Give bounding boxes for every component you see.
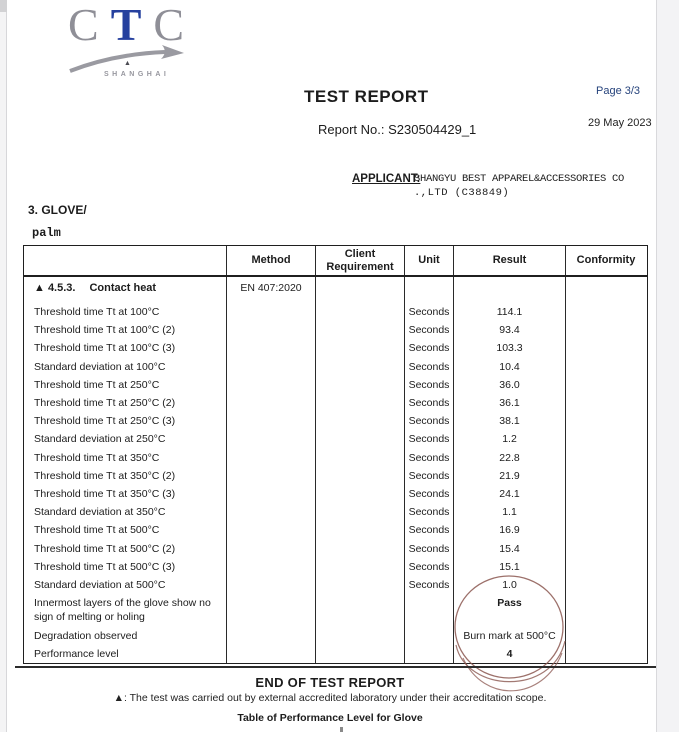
- table-row: [24, 412, 647, 430]
- row-unit: Seconds: [405, 412, 454, 430]
- row-label: Threshold time Tt at 350°C (2): [24, 467, 227, 485]
- scan-corner-mark: [0, 0, 7, 12]
- logo-city-label: SHANGHAI: [104, 71, 170, 78]
- row-result: 15.4: [454, 539, 566, 557]
- row-label: Threshold time Tt at 250°C (2): [24, 394, 227, 412]
- row-method: [227, 485, 316, 503]
- performance-table-caption: Table of Performance Level for Glove: [237, 712, 423, 724]
- row-client: [316, 503, 405, 521]
- row-result: 4: [454, 645, 566, 663]
- row-method: [227, 339, 316, 357]
- applicant-label: APPLICANT:: [352, 173, 421, 185]
- table-row: [24, 594, 647, 627]
- table-row: [24, 321, 647, 339]
- section-row-unit: [405, 277, 454, 303]
- table-row: [24, 394, 647, 412]
- row-method: [227, 503, 316, 521]
- row-result: Pass: [454, 594, 566, 627]
- table-row: [24, 485, 647, 503]
- row-conformity: [566, 594, 646, 627]
- row-result: 36.1: [454, 394, 566, 412]
- row-conformity: [566, 449, 646, 467]
- row-result: 21.9: [454, 467, 566, 485]
- row-client: [316, 449, 405, 467]
- row-unit: Seconds: [405, 521, 454, 539]
- table-row: [24, 576, 647, 594]
- row-conformity: [566, 339, 646, 357]
- row-unit: Seconds: [405, 376, 454, 394]
- table-row: [24, 449, 647, 467]
- row-conformity: [566, 645, 646, 663]
- row-conformity: [566, 358, 646, 376]
- row-unit: Seconds: [405, 321, 454, 339]
- row-label: Threshold time Tt at 100°C (3): [24, 339, 227, 357]
- row-client: [316, 594, 405, 627]
- row-label: Threshold time Tt at 250°C: [24, 376, 227, 394]
- row-result: 22.8: [454, 449, 566, 467]
- row-unit: Seconds: [405, 467, 454, 485]
- report-date: 29 May 2023: [588, 117, 652, 129]
- row-result: 16.9: [454, 521, 566, 539]
- row-client: [316, 412, 405, 430]
- row-client: [316, 539, 405, 557]
- table-row: [24, 539, 647, 557]
- row-client: [316, 521, 405, 539]
- table-row: [24, 645, 647, 663]
- header-item: [24, 246, 227, 275]
- row-client: [316, 430, 405, 448]
- row-result: 114.1: [454, 303, 566, 321]
- row-label: Threshold time Tt at 500°C (3): [24, 558, 227, 576]
- logo-triangle-icon: ▲: [124, 60, 131, 67]
- row-unit: [405, 627, 454, 645]
- footer-divider: [15, 666, 656, 668]
- row-result: 1.1: [454, 503, 566, 521]
- row-conformity: [566, 321, 646, 339]
- row-conformity: [566, 576, 646, 594]
- row-method: [227, 321, 316, 339]
- row-client: [316, 376, 405, 394]
- clause-title: Contact heat: [89, 282, 157, 294]
- row-unit: Seconds: [405, 339, 454, 357]
- row-client: [316, 339, 405, 357]
- section-row-result: [454, 277, 566, 303]
- row-unit: Seconds: [405, 358, 454, 376]
- row-method: [227, 576, 316, 594]
- row-conformity: [566, 539, 646, 557]
- logo-letter-c1: C: [68, 0, 111, 50]
- row-method: [227, 376, 316, 394]
- row-result: 38.1: [454, 412, 566, 430]
- row-method: [227, 449, 316, 467]
- page-title: TEST REPORT: [304, 87, 429, 106]
- row-label: Standard deviation at 350°C: [24, 503, 227, 521]
- row-method: [227, 558, 316, 576]
- row-unit: [405, 645, 454, 663]
- table-row: [24, 558, 647, 576]
- row-label: Standard deviation at 250°C: [24, 430, 227, 448]
- row-method: [227, 303, 316, 321]
- row-method: [227, 627, 316, 645]
- row-label: Threshold time Tt at 250°C (3): [24, 412, 227, 430]
- row-client: [316, 394, 405, 412]
- row-conformity: [566, 627, 646, 645]
- row-client: [316, 358, 405, 376]
- table-row: [24, 430, 647, 448]
- row-label: Innermost layers of the glove show no sign of melting or holing: [24, 594, 227, 627]
- row-unit: Seconds: [405, 394, 454, 412]
- row-result: 1.2: [454, 430, 566, 448]
- row-result: 93.4: [454, 321, 566, 339]
- row-label: Threshold time Tt at 100°C: [24, 303, 227, 321]
- row-result: 15.1: [454, 558, 566, 576]
- row-client: [316, 645, 405, 663]
- row-method: [227, 594, 316, 627]
- header-unit: Unit: [405, 246, 454, 275]
- row-label: Performance level: [24, 645, 227, 663]
- row-client: [316, 576, 405, 594]
- table-row: [24, 339, 647, 357]
- section-row-client: [316, 277, 405, 303]
- row-label: Standard deviation at 500°C: [24, 576, 227, 594]
- table-row: [24, 521, 647, 539]
- accreditation-footnote: ▲: The test was carried out by external accredited laboratory under their accreditation scope.: [113, 692, 547, 704]
- row-label: Threshold time Tt at 350°C: [24, 449, 227, 467]
- row-conformity: [566, 394, 646, 412]
- logo-letter-c2: C: [153, 0, 197, 50]
- row-conformity: [566, 303, 646, 321]
- table-row: [24, 376, 647, 394]
- applicant-name-line2: .,LTD (C38849): [414, 187, 510, 199]
- row-conformity: [566, 485, 646, 503]
- row-result: 1.0: [454, 576, 566, 594]
- table-header-row: [24, 246, 647, 277]
- row-method: [227, 521, 316, 539]
- cut-off-glyph: [340, 727, 343, 732]
- row-unit: Seconds: [405, 449, 454, 467]
- header-result: Result: [454, 246, 566, 275]
- row-unit: Seconds: [405, 576, 454, 594]
- row-client: [316, 485, 405, 503]
- row-client: [316, 303, 405, 321]
- row-unit: Seconds: [405, 539, 454, 557]
- row-method: [227, 539, 316, 557]
- table-row: [24, 627, 647, 645]
- header-method: Method: [227, 246, 316, 275]
- row-conformity: [566, 521, 646, 539]
- header-client-requirement: Client Requirement: [316, 246, 405, 275]
- section-row-conformity: [566, 277, 646, 303]
- end-of-report-title: END OF TEST REPORT: [255, 675, 405, 690]
- row-conformity: [566, 376, 646, 394]
- row-result: 36.0: [454, 376, 566, 394]
- section-row-label: [24, 277, 227, 303]
- table-body: [24, 303, 647, 663]
- row-method: [227, 358, 316, 376]
- section-row-method: EN 407:2020: [227, 277, 316, 303]
- results-table: [23, 245, 648, 664]
- header-conformity: Conformity: [576, 254, 636, 267]
- row-method: [227, 645, 316, 663]
- scan-edge-left: [0, 0, 7, 732]
- logo-letter-t: T: [110, 0, 154, 50]
- row-unit: Seconds: [405, 503, 454, 521]
- table-row: [24, 303, 647, 321]
- row-method: [227, 394, 316, 412]
- row-result: 10.4: [454, 358, 566, 376]
- row-conformity: [566, 503, 646, 521]
- page-number: Page 3/3: [596, 85, 641, 97]
- row-result: 24.1: [454, 485, 566, 503]
- row-label: Degradation observed: [24, 627, 227, 645]
- table-section-row: [24, 277, 647, 303]
- row-unit: Seconds: [405, 485, 454, 503]
- row-label: Standard deviation at 100°C: [24, 358, 227, 376]
- row-unit: Seconds: [405, 430, 454, 448]
- scan-edge-right: [656, 0, 679, 732]
- row-unit: [405, 594, 454, 627]
- row-unit: Seconds: [405, 303, 454, 321]
- row-client: [316, 321, 405, 339]
- row-conformity: [566, 412, 646, 430]
- section-title: 3. GLOVE/: [28, 203, 87, 217]
- row-client: [316, 627, 405, 645]
- ctc-logo: [68, 2, 198, 90]
- report-number: Report No.: S230504429_1: [318, 122, 477, 137]
- row-conformity: [566, 558, 646, 576]
- row-conformity: [566, 467, 646, 485]
- section-subtitle: palm: [32, 226, 61, 240]
- row-label: Threshold time Tt at 500°C: [24, 521, 227, 539]
- row-label: Threshold time Tt at 100°C (2): [24, 321, 227, 339]
- row-label: Threshold time Tt at 500°C (2): [24, 539, 227, 557]
- table-row: [24, 503, 647, 521]
- row-method: [227, 430, 316, 448]
- row-method: [227, 467, 316, 485]
- row-client: [316, 467, 405, 485]
- table-row: [24, 358, 647, 376]
- clause-number: ▲ 4.5.3.: [34, 282, 76, 294]
- row-method: [227, 412, 316, 430]
- applicant-name-line1: SHANGYU BEST APPAREL&ACCESSORIES CO: [414, 173, 625, 185]
- row-result: 103.3: [454, 339, 566, 357]
- row-unit: Seconds: [405, 558, 454, 576]
- row-client: [316, 558, 405, 576]
- table-row: [24, 467, 647, 485]
- row-label: Threshold time Tt at 350°C (3): [24, 485, 227, 503]
- row-conformity: [566, 430, 646, 448]
- row-result: Burn mark at 500°C: [454, 627, 566, 645]
